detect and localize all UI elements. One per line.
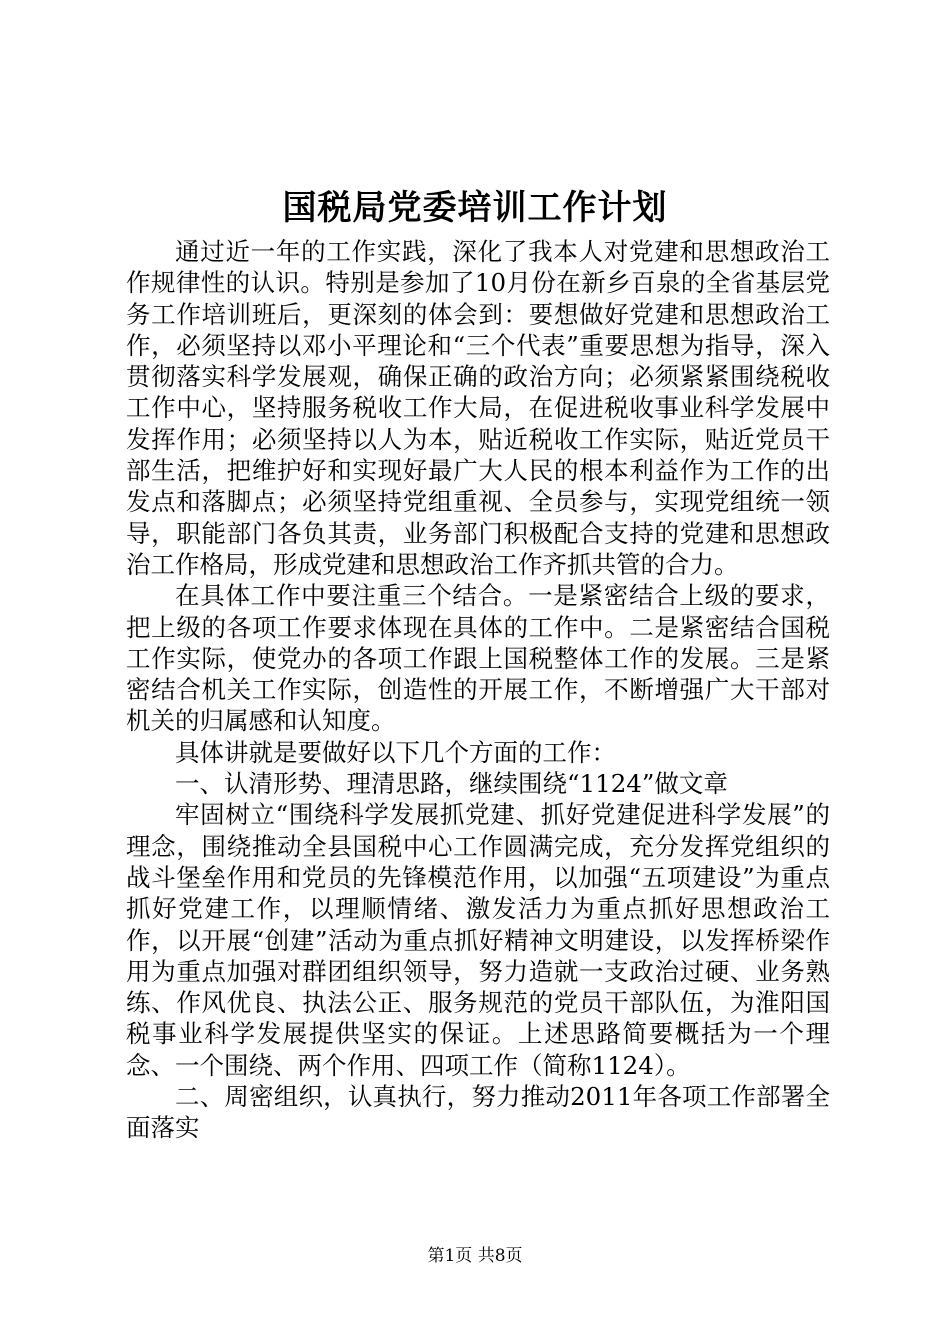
page-number-footer: 第1页 共8页 — [427, 1246, 523, 1266]
section-heading-1: 一、认清形势、理清思路，继续围绕“1124”做文章 — [175, 769, 728, 799]
paragraph-3: 具体讲就是要做好以下几个方面的工作： — [175, 737, 616, 767]
section-heading-2: 二、周密组织，认真执行，努力推动2011年各项工作部署全面落实 — [126, 1082, 830, 1143]
paragraph-1: 通过近一年的工作实践，深化了我本人对党建和思想政治工作规律性的认识。特别是参加了10月份在新乡百泉的全省基层党务工作培训班后，更深刻的体会到：要想做好党建和思想政治工作，必须坚持以邓小平理论和“三个代表”重要思想为指导，深入贯彻落实科学发展观，确保正确的政治方向；必须紧紧围绕税收工作中心，坚持服务税收工作大局，在促进税收事业科学发展中发挥作用；必须坚持以人为本，贴近税收工作实际，贴近党员干部生活，把维护好和实现好最广大人民的根本利益作为工作的出发点和落脚点；必须坚持党组重视、全员参与，实现党组统一领导，职能部门各负其责，业务部门积极配合支持的党建和思想政治工作格局，形成党建和思想政治工作齐抓共管的合力。 — [126, 237, 830, 579]
paragraph-4: 牢固树立“围绕科学发展抓党建、抓好党建促进科学发展”的理念，围绕推动全县国税中心工作圆满完成，充分发挥党组织的战斗堡垒作用和党员的先锋模范作用，以加强“五项建设”为重点抓好党建工作，以理顺情绪、激发活力为重点抓好思想政治工作，以开展“创建”活动为重点抓好精神文明建设，以发挥桥梁作用为重点加强对群团组织领导，努力造就一支政治过硬、业务熟练、作风优良、执法公正、服务规范的党员干部队伍，为淮阳国税事业科学发展提供坚实的保证。上述思路简要概括为一个理念、一个围绕、两个作用、四项工作（简称1124）。 — [126, 800, 830, 1080]
document-body — [126, 236, 830, 1144]
paragraph-2: 在具体工作中要注重三个结合。一是紧密结合上级的要求，把上级的各项工作要求体现在具体的工作中。二是紧密结合国税工作实际，使党办的各项工作跟上国税整体工作的发展。三是紧密结合机关工作实际，创造性的开展工作，不断增强广大干部对机关的归属感和认知度。 — [126, 581, 830, 736]
document-title: 国税局党委培训工作计划 — [282, 188, 668, 228]
